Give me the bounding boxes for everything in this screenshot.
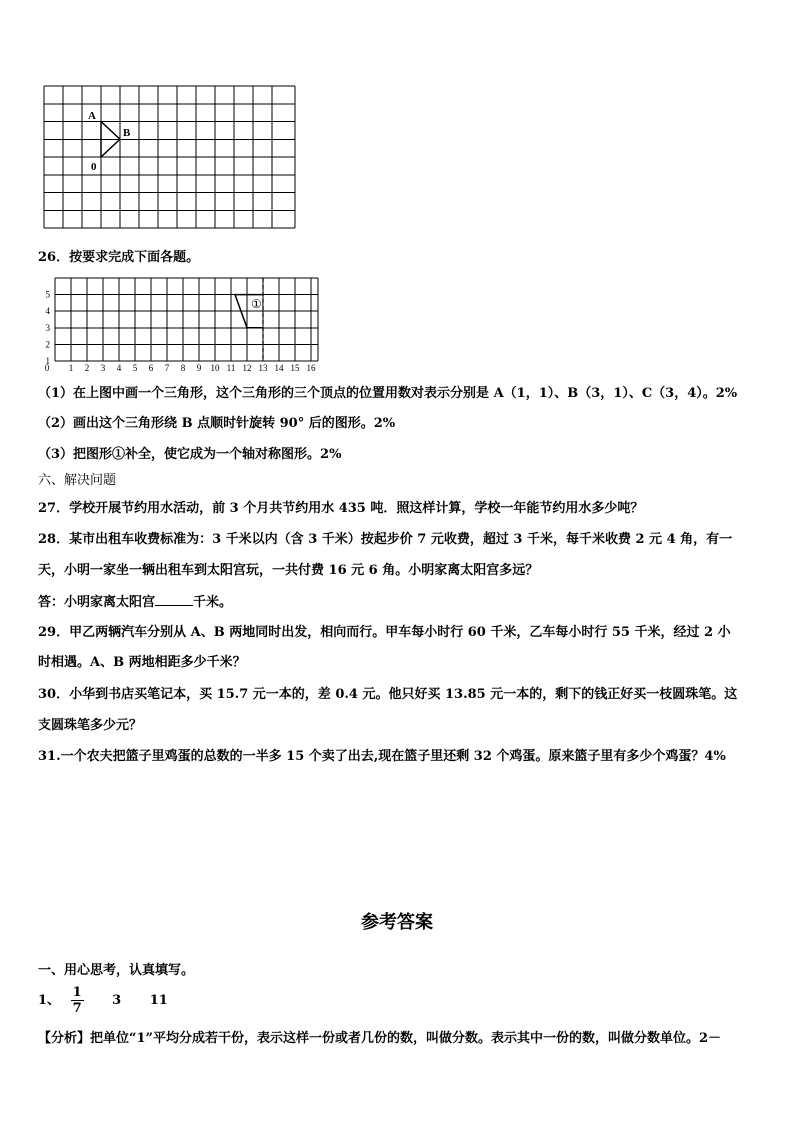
grid2-lines (55, 278, 318, 361)
point-o-label: 0 (91, 161, 97, 173)
x-tick-11: 11 (226, 363, 236, 372)
question-28-answer (38, 593, 232, 612)
fraction-denominator: 7 (72, 1001, 82, 1016)
x-tick-3: 3 (100, 363, 106, 372)
figure-1-label: ① (251, 297, 262, 311)
y-tick-4: 4 (45, 306, 50, 317)
reference-answers-title: 参考答案 (361, 912, 433, 933)
question-29-line-2: 时相遇。A、B 两地相距多少千米？ (38, 655, 246, 670)
y-tick-3: 3 (45, 322, 50, 333)
question-29-line-1: 29．甲乙两辆汽车分别从 A、B 两地同时出发，相向而行。甲车每小时行 60 千米，乙车每小时行 55 千米，经过 2 小 (38, 625, 731, 640)
question-26-item-3: （3）把图形①补全，使它成为一个轴对称图形。2% (38, 447, 342, 462)
answer-1 (38, 984, 168, 1018)
answer-1-number: 1、 (38, 993, 61, 1008)
grid1-lines (44, 86, 295, 228)
point-b-label: B (123, 127, 131, 139)
question-27: 27．学校开展节约用水活动，前 3 个月共节约用水 435 吨．照这样计算，学校一年能节约用水多少吨？ (38, 501, 644, 516)
x-tick-12: 12 (242, 363, 252, 372)
x-tick-8: 8 (180, 363, 186, 372)
question-26-item-1: （1）在上图中画一个三角形，这个三角形的三个顶点的位置用数对表示分别是 A（1，1）、B（3，1）、C（3，4）。2% (38, 386, 738, 401)
answer-blank[interactable] (155, 593, 193, 606)
fraction-numerator: 1 (72, 985, 82, 1000)
question-26-title: 26．按要求完成下面各题。 (38, 250, 200, 265)
question-28-line-2: 天，小明一家坐一辆出租车到太阳宫玩，一共付费 16 元 6 角。小明家离太阳宫多远？ (38, 563, 539, 578)
x-tick-1: 1 (68, 363, 74, 372)
x-tick-16: 16 (306, 363, 316, 372)
question-30-line-2: 支圆珠笔多少元？ (38, 718, 143, 733)
question-31: 31.一个农夫把篮子里鸡蛋的总数的一半多 15 个卖了出去,现在篮子里还剩 32 个鸡蛋。原来篮子里有多少个鸡蛋？4% (38, 749, 726, 764)
x-tick-2: 2 (84, 363, 90, 372)
x-tick-15: 15 (290, 363, 300, 372)
x-tick-9: 9 (196, 363, 202, 372)
point-a-label: A (88, 110, 96, 122)
x-tick-13: 13 (258, 363, 268, 372)
x-tick-0: 0 (44, 363, 50, 372)
x-tick-5: 5 (132, 363, 138, 372)
answer-1-fraction (71, 985, 84, 1016)
answer-prefix: 答：小明家离太阳宫 (38, 595, 156, 610)
coordinate-grid-figure-1 (40, 82, 302, 232)
y-tick-1: 1 (45, 356, 50, 366)
x-tick-10: 10 (210, 363, 220, 372)
x-tick-6: 6 (148, 363, 154, 372)
question-26-item-2: （2）画出这个三角形绕 B 点顺时针旋转 90° 后的图形。2% (38, 416, 396, 431)
y-tick-5: 5 (45, 289, 50, 300)
answers-section-1-heading: 一、用心思考，认真填写。 (38, 963, 195, 978)
question-28-line-1: 28．某市出租车收费标准为：3 千米以内（含 3 千米）按起步价 7 元收费，超过 3 千米，每千米收费 2 元 4 角，有一 (38, 532, 733, 547)
x-tick-14: 14 (274, 363, 284, 372)
x-tick-4: 4 (116, 363, 122, 372)
answer-1-value-2: 3 (112, 993, 122, 1008)
answer-1-value-3: 11 (149, 993, 168, 1008)
coordinate-grid-figure-2 (38, 276, 328, 372)
x-tick-7: 7 (164, 363, 170, 372)
answer-1-analysis: 【分析】把单位“1”平均分成若干份，表示这样一份或者几份的数，叫做分数。表示其中一份的数，叫做分数单位。2－ (38, 1031, 722, 1046)
y-tick-2: 2 (45, 339, 50, 350)
question-30-line-1: 30．小华到书店买笔记本，买 15.7 元一本的，差 0.4 元。他只好买 13.85 元一本的，剩下的钱正好买一枝圆珠笔。这 (38, 687, 738, 702)
answer-suffix: 千米。 (193, 595, 233, 610)
section-6-heading: 六、解决问题 (38, 473, 117, 488)
